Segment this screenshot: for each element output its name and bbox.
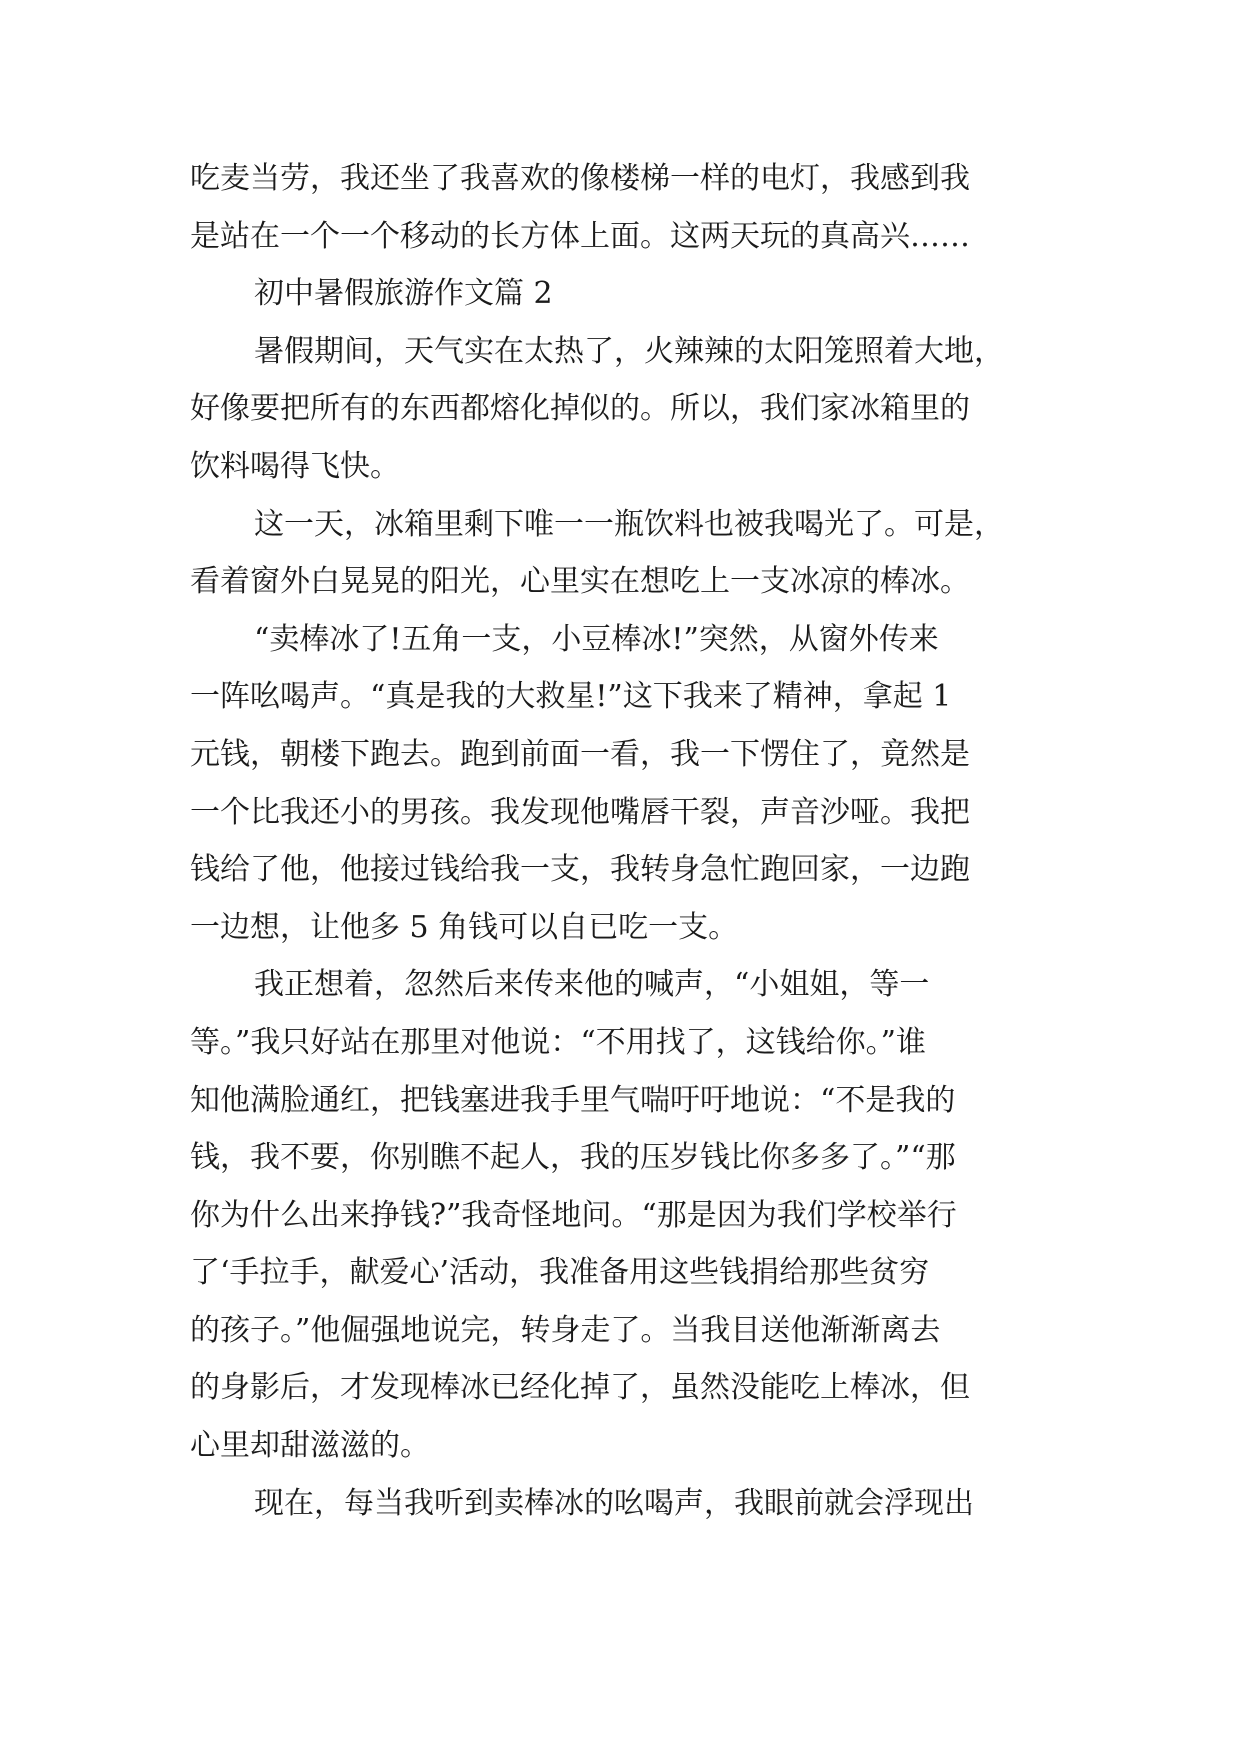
text-line: 钱，我不要，你别瞧不起人，我的压岁钱比你多多了。”“那 [190,1140,956,1176]
text-line: 是站在一个一个移动的长方体上面。这两天玩的真高兴…… [190,218,970,254]
text-line: 的身影后，才发现棒冰已经化掉了，虽然没能吃上棒冰，但 [190,1370,970,1406]
text-line: 一个比我还小的男孩。我发现他嘴唇干裂，声音沙哑。我把 [190,794,970,830]
text-line: 吃麦当劳，我还坐了我喜欢的像楼梯一样的电灯，我感到我 [190,161,970,196]
text-line: 的孩子。”他倔强地说完，转身走了。当我目送他渐渐离去 [190,1312,941,1348]
text-line: 好像要把所有的东西都熔化掉似的。所以，我们家冰箱里的 [190,391,970,427]
text-line: 现在，每当我听到卖棒冰的吆喝声，我眼前就会浮现出 [254,1485,974,1521]
article-body [190,150,1070,1532]
text-line: 了‘手拉手，献爱心’活动，我准备用这些钱捐给那些贫穷 [190,1255,930,1291]
text-line: 我正想着，忽然后来传来他的喊声，“小姐姐，等一 [254,967,930,1003]
text-line: 一阵吆喝声。“真是我的大救星!”这下我来了精神，拿起 1 [190,679,952,715]
text-line: 饮料喝得飞快。 [190,448,400,484]
text-line: 你为什么出来挣钱?”我奇怪地问。“那是因为我们学校举行 [190,1197,957,1233]
text-line: 元钱，朝楼下跑去。跑到前面一看，我一下愣住了，竟然是 [190,736,970,772]
text-line: 等。”我只好站在那里对他说：“不用找了，这钱给你。”谁 [190,1024,927,1060]
text-line: 钱给了他，他接过钱给我一支，我转身急忙跑回家，一边跑 [190,852,970,888]
text-line: 暑假期间，天气实在太热了，火辣辣的太阳笼照着大地， [254,333,1004,369]
text-line: “卖棒冰了!五角一支，小豆棒冰!”突然，从窗外传来 [254,621,939,657]
text-line: 心里却甜滋滋的。 [190,1428,430,1464]
text-line: 看着窗外白晃晃的阳光，心里实在想吃上一支冰凉的棒冰。 [190,564,970,600]
section-heading: 初中暑假旅游作文篇 2 [254,276,553,312]
text-line: 知他满脸通红，把钱塞进我手里气喘吁吁地说：“不是我的 [190,1082,956,1118]
text-line: 这一天，冰箱里剩下唯一一瓶饮料也被我喝光了。可是， [254,506,1004,542]
text-line: 一边想，让他多 5 角钱可以自已吃一支。 [190,909,739,945]
